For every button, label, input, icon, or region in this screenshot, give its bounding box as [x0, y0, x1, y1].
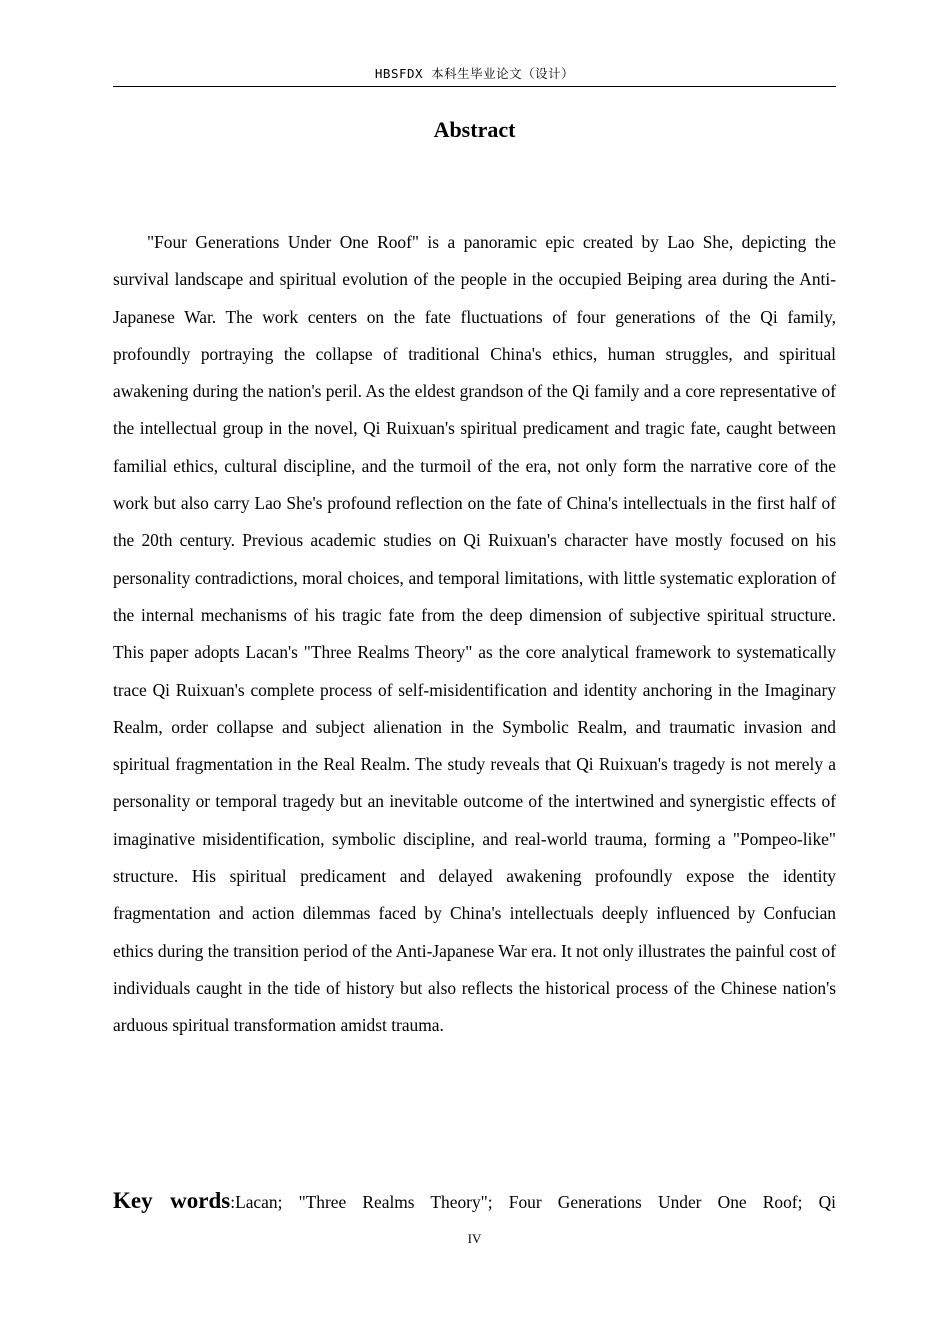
- keywords-text: Lacan; "Three Realms Theory"; Four Generations Under One Roof; Qi: [235, 1192, 836, 1212]
- abstract-title: Abstract: [433, 117, 516, 142]
- keywords-label: Key words: [113, 1188, 231, 1213]
- running-header: [113, 64, 836, 87]
- running-header-title: HBSFDX 本科生毕业论文（设计）: [374, 66, 575, 81]
- page-number: IV: [467, 1231, 482, 1246]
- abstract-paragraph: "Four Generations Under One Roof" is a panoramic epic created by Lao She, depicting the survival landscape and spiritual evolution of the people in the occupied Beiping area during the Anti-Japanese War. The work centers on the fate fluctuations of four generations of the Qi family, profoundly portraying the collapse of traditional China's ethics, human struggles, and spiritual awakening during the nation's peril. As the eldest grandson of the Qi family and a core representative of the intellectual group in the novel, Qi Ruixuan's spiritual predicament and tragic fate, caught between familial ethics, cultural discipline, and the turmoil of the era, not only form the narrative core of the work but also carry Lao She's profound reflection on the fate of China's intellectuals in the first half of the 20th century. Previous academic studies on Qi Ruixuan's character have mostly focused on his personality contradictions, moral choices, and temporal limitations, with little systematic exploration of the internal mechanisms of his tragic fate from the deep dimension of subjective spiritual structure. This paper adopts Lacan's "Three Realms Theory" as the core analytical framework to systematically trace Qi Ruixuan's complete process of self-misidentification and identity anchoring in the Imaginary Realm, order collapse and subject alienation in the Symbolic Realm, and traumatic invasion and spiritual fragmentation in the Real Realm. The study reveals that Qi Ruixuan's tragedy is not merely a personality or temporal tragedy but an inevitable outcome of the intertwined and synergistic effects of imaginative misidentification, symbolic discipline, and real-world trauma, forming a "Pompeo-like" structure. His spiritual predicament and delayed awakening profoundly expose the identity fragmentation and action dilemmas faced by China's intellectuals deeply influenced by Confucian ethics during the transition period of the Anti-Japanese War era. It not only illustrates the painful cost of individuals caught in the tide of history but also reflects the historical process of the Chinese nation's arduous spiritual transformation amidst trauma.: [113, 232, 836, 1036]
- keywords-line: [113, 1182, 836, 1221]
- keywords-separator: :: [230, 1192, 236, 1212]
